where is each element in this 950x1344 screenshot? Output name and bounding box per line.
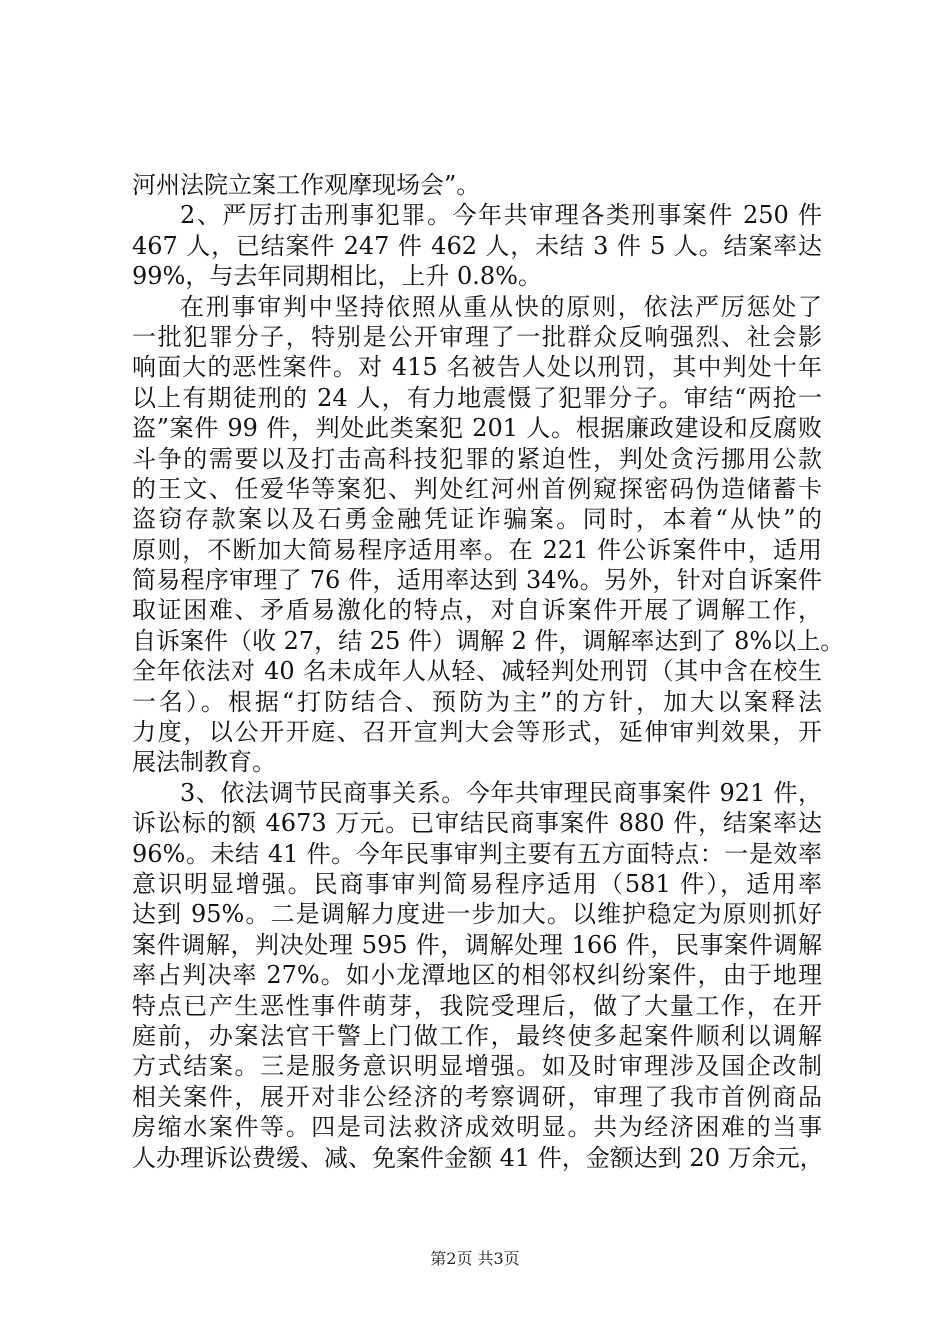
text-line: 取证困难、矛盾易激化的特点，对自诉案件开展了调解工作，	[132, 596, 822, 625]
paragraph-start-line: 2、严厉打击刑事犯罪。今年共审理各类刑事案件 250 件	[180, 201, 822, 230]
text-line: 467 人，已结案件 247 件 462 人，未结 3 件 5 人。结案率达	[132, 231, 822, 260]
text-line: 人办理诉讼费缓、减、免案件金额 41 件，金额达到 20 万余元，	[132, 1143, 824, 1172]
text-line: 响面大的恶性案件。对 415 名被告人处以刑罚，其中判处十年	[132, 353, 822, 382]
text-line: 原则，不断加大简易程序适用率。在 221 件公诉案件中，适用	[132, 535, 822, 564]
text-line: 99%，与去年同期相比，上升 0.8%。	[132, 262, 542, 291]
text-line: 河州法院立案工作观摩现场会”。	[132, 171, 481, 199]
text-line: 方式结案。三是服务意识明显增强。如及时审理涉及国企改制	[132, 1052, 822, 1081]
text-line: 简易程序审理了 76 件，适用率达到 34%。另外，针对自诉案件	[132, 566, 822, 595]
page-footer: 第2页 共3页	[430, 1249, 520, 1268]
text-line: 达到 95%。二是调解力度进一步加大。以维护稳定为原则抓好	[132, 900, 822, 929]
text-line: 意识明显增强。民商事审判简易程序适用（581 件），适用率	[132, 869, 822, 898]
text-line: 96%。未结 41 件。今年民事审判主要有五方面特点：一是效率	[132, 839, 822, 868]
text-line: 力度，以公开开庭、召开宣判大会等形式，延伸审判效果，开	[132, 718, 822, 747]
text-line: 一批犯罪分子，特别是公开审理了一批群众反响强烈、社会影	[132, 322, 822, 351]
paragraph-start-line: 在刑事审判中坚持依照从重从快的原则，依法严厉惩处了	[180, 292, 822, 321]
text-line: 一名）。根据“打防结合、预防为主”的方针，加大以案释法	[132, 687, 822, 716]
text-line: 盗窃存款案以及石勇金融凭证诈骗案。同时，本着“从快”的	[132, 505, 822, 534]
text-line: 相关案件，展开对非公经济的考察调研，审理了我市首例商品	[132, 1082, 822, 1111]
text-line: 以上有期徒刑的 24 人，有力地震慑了犯罪分子。审结“两抢一	[132, 383, 822, 412]
text-line: 的王文、任爱华等案犯、判处红河州首例窥探密码伪造储蓄卡	[132, 474, 822, 503]
text-line: 庭前，办案法官干警上门做工作，最终使多起案件顺利以调解	[132, 1021, 822, 1050]
text-line: 全年依法对 40 名未成年人从轻、减轻判处刑罚（其中含在校生	[132, 657, 822, 686]
text-line: 盗”案件 99 件，判处此类案犯 201 人。根据廉政建设和反腐败	[132, 414, 822, 443]
text-line: 房缩水案件等。四是司法救济成效明显。共为经济困难的当事	[132, 1113, 822, 1142]
text-line: 率占判决率 27%。如小龙潭地区的相邻权纠纷案件，由于地理	[132, 961, 822, 990]
text-line: 斗争的需要以及打击高科技犯罪的紧迫性，判处贪污挪用公款	[132, 444, 822, 473]
text-line: 特点已产生恶性事件萌芽，我院受理后，做了大量工作，在开	[132, 991, 822, 1020]
text-line: 展法制教育。	[132, 748, 276, 777]
document-body	[132, 170, 845, 1173]
text-line: 案件调解，判决处理 595 件，调解处理 166 件，民事案件调解	[132, 930, 822, 959]
text-line: 诉讼标的额 4673 万元。已审结民商事案件 880 件，结案率达	[132, 809, 822, 838]
text-line: 自诉案件（收 27，结 25 件）调解 2 件，调解率达到了 8%以上。	[132, 626, 845, 655]
paragraph-start-line: 3、依法调节民商事关系。今年共审理民商事案件 921 件，	[180, 778, 822, 807]
